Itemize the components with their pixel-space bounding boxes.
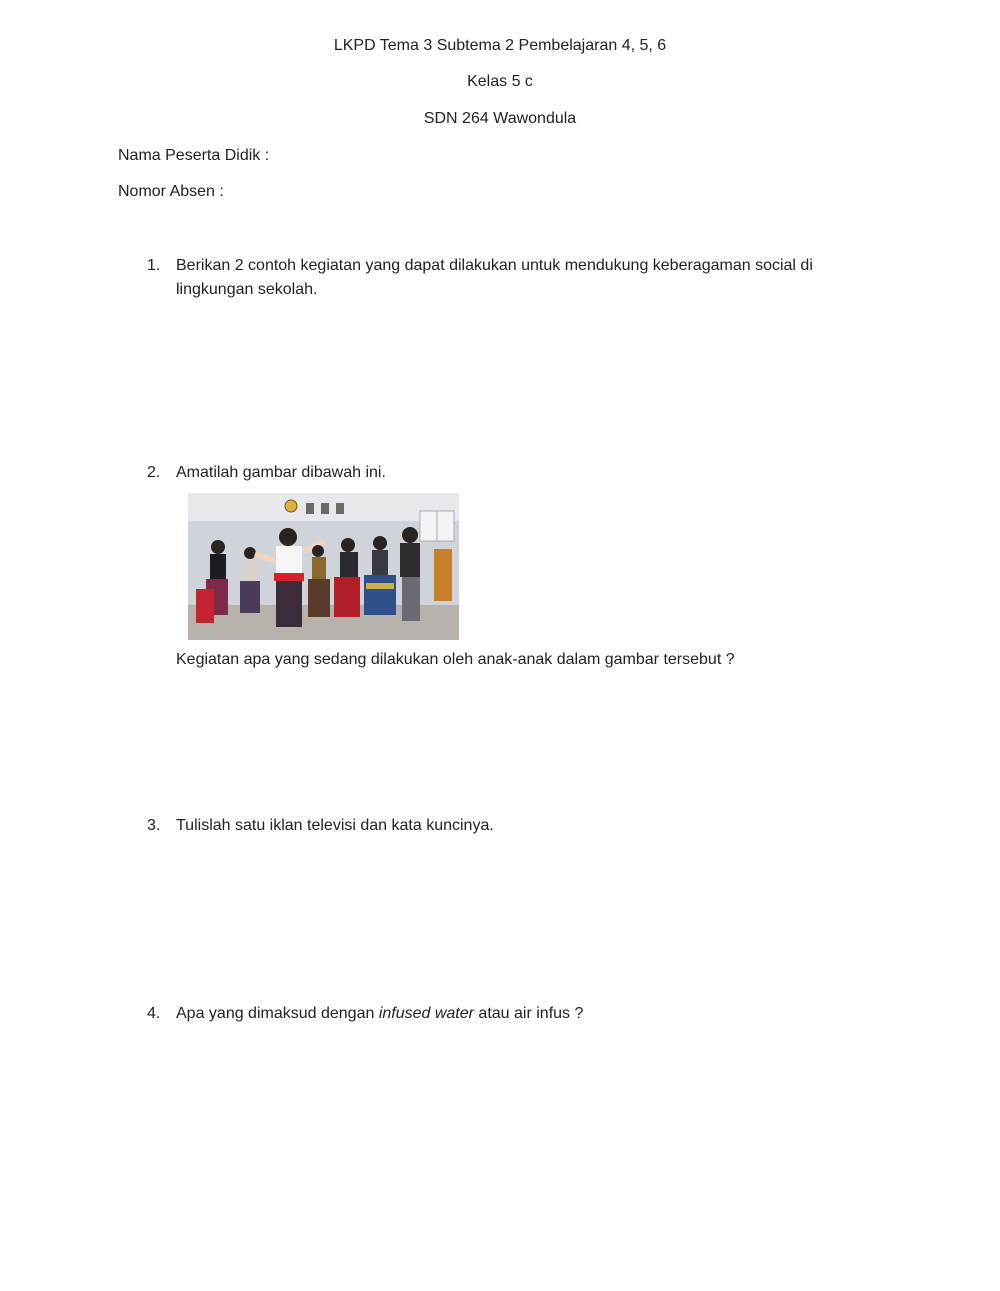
question-4-text-after: atau air infus ? — [473, 1005, 584, 1022]
question-2-followup: Kegiatan apa yang sedang dilakukan oleh anak-anak dalam gambar tersebut ? — [176, 651, 735, 668]
question-4-text-before: Apa yang dimaksud dengan — [176, 1005, 379, 1022]
student-number-label: Nomor Absen : — [118, 183, 224, 200]
question-3-number: 3. — [147, 817, 161, 834]
question-4-text-italic: infused water — [378, 1005, 474, 1022]
question-1-text: Berikan 2 contoh kegiatan yang dapat dilakukan untuk mendukung keberagaman social di lingkungan sekolah. — [176, 257, 813, 298]
question-4-number: 4. — [147, 1005, 161, 1022]
student-name-label: Nama Peserta Didik : — [118, 147, 270, 164]
question-4-text — [176, 1002, 856, 1026]
question-2-text: Amatilah gambar dibawah ini. — [176, 464, 386, 481]
worksheet-title: LKPD Tema 3 Subtema 2 Pembelajaran 4, 5, 6 — [333, 37, 667, 54]
class-label: Kelas 5 c — [467, 73, 533, 90]
question-2-number: 2. — [147, 464, 161, 481]
dance-photo — [188, 493, 459, 640]
question-1-number: 1. — [147, 257, 161, 274]
question-3-text: Tulislah satu iklan televisi dan kata kuncinya. — [176, 817, 494, 834]
school-name: SDN 264 Wawondula — [423, 110, 577, 127]
